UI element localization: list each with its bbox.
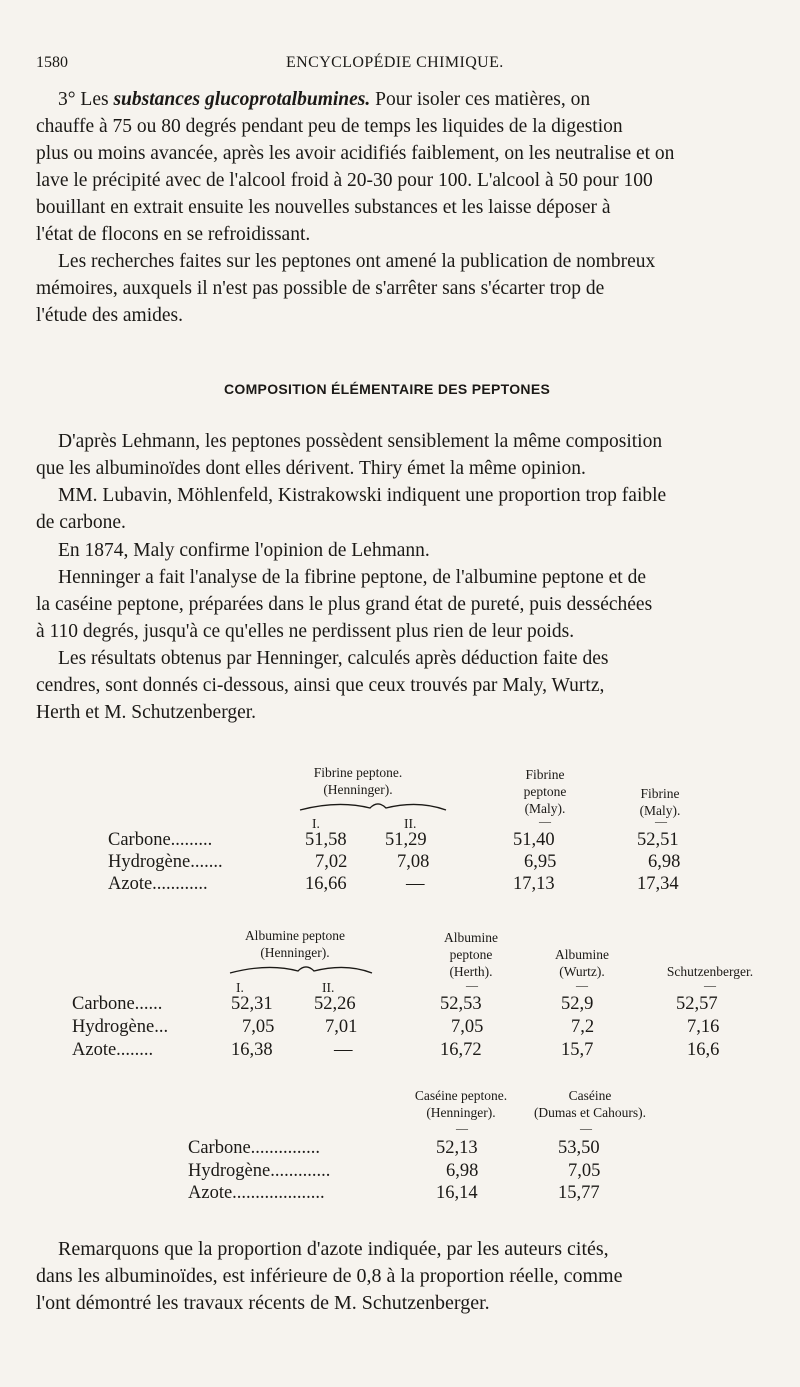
table-cell: 16,38 [231,1040,273,1060]
paragraph-line: Henninger a fait l'analyse de la fibrine peptone, de l'albumine peptone et de [58,567,647,588]
table-cell: 7,02 [315,852,348,872]
table-subheader: II. [322,980,335,995]
rule-dash: — [456,1121,468,1135]
table-cell: 51,29 [385,830,427,850]
table-cell: 6,98 [648,852,681,872]
table-header: Albumine peptone (Herth). [444,930,498,979]
row-label: Carbone............... [188,1138,321,1158]
table-cell: 7,2 [571,1017,595,1037]
table-subheader: I. [236,980,244,995]
paragraph-maly [36,537,762,564]
rule-dash: — [704,978,716,992]
table-cell: 17,13 [513,874,555,894]
paragraph-line: D'après Lehmann, les peptones possèdent sensiblement la même composition [58,431,663,452]
paragraph-line: l'étude des amides. [36,305,184,326]
paragraph-line: de carbone. [36,512,126,533]
paragraph-henninger [36,564,762,645]
table-subheader: I. [312,816,320,831]
paragraph-line: Les recherches faites sur les peptones ont amené la publication de nombreux [58,251,656,272]
paragraph-lehmann [36,428,762,482]
paragraph-lubavin [36,482,762,536]
paragraph-recherches [36,248,762,329]
brace-icon [228,961,374,975]
table-cell: 17,34 [637,874,679,894]
section-heading: COMPOSITION ÉLÉMENTAIRE DES PEPTONES [224,381,551,397]
table-cell: 7,05 [451,1017,484,1037]
paragraph-line: cendres, sont donnés ci-dessous, ainsi que ceux trouvés par Maly, Wurtz, [36,675,605,696]
table-cell: 7,16 [687,1017,720,1037]
table-cell: 52,53 [440,994,482,1014]
running-header-title: ENCYCLOPÉDIE CHIMIQUE. [286,54,504,71]
table-header: Albumine peptone (Henninger). [244,928,346,960]
table-cell: 51,58 [305,830,347,850]
page-number: 1580 [36,54,68,71]
table-cell: 7,01 [325,1017,358,1037]
table-cell: 16,72 [440,1040,482,1060]
paragraph-line: Les résultats obtenus par Henninger, calculés après déduction faite des [58,648,609,669]
paragraph-line: l'ont démontré les travaux récents de M. Schutzenberger. [36,1292,490,1314]
brace-icon [298,798,448,812]
table-header: Caséine peptone. (Henninger). [414,1088,508,1120]
table-cell: 52,9 [561,994,594,1014]
table-cell: 52,31 [231,994,273,1014]
paragraph-line: à 110 degrés, jusqu'à ce qu'elles ne perdissent plus rien de leur poids. [36,621,575,642]
table-cell: 16,66 [305,874,347,894]
paragraph-line: dans les albuminoïdes, est inférieure de 0,8 à la proportion réelle, comme [36,1265,623,1287]
paragraph-line: 3° Les substances glucoprotalbumines. Pour isoler ces matières, on [58,89,591,110]
table-cell: 51,40 [513,830,555,850]
paragraph-line: lave le précipité avec de l'alcool froid à 20-30 pour 100. L'alcool à 50 pour 100 [36,170,653,191]
table-subheader: II. [404,816,417,831]
row-label: Hydrogène............. [188,1161,331,1181]
paragraph-line: Herth et M. Schutzenberger. [36,702,257,723]
row-label: Carbone...... [72,994,163,1014]
table-cell: 52,26 [314,994,356,1014]
table-cell: — [406,874,425,894]
paragraph-line: MM. Lubavin, Möhlenfeld, Kistrakowski indiquent une proportion trop faible [58,485,667,506]
table-header: Albumine (Wurtz). [555,947,609,979]
rule-dash: — [576,978,588,992]
rule-dash: — [580,1121,592,1135]
table-cell: 52,51 [637,830,679,850]
paragraph-resultats [36,645,762,726]
paragraph-line: Remarquons que la proportion d'azote indiquée, par les auteurs cités, [58,1238,609,1260]
row-label: Azote........ [72,1040,154,1060]
table-cell: 52,13 [436,1138,478,1158]
rule-dash: — [539,814,551,828]
table-header: Fibrine peptone (Maly). [523,767,567,816]
table-cell: 15,7 [561,1040,594,1060]
table-cell: 15,77 [558,1183,600,1203]
table-header: Fibrine peptone. (Henninger). [313,765,403,797]
table-cell: 6,98 [446,1161,479,1181]
table-cell: 7,08 [397,852,430,872]
paragraph-line: plus ou moins avancée, après les avoir acidifiés faiblement, on les neutralise et on [36,143,675,164]
paragraph-line: l'état de flocons en se refroidissant. [36,224,311,245]
paragraph-line: En 1874, Maly confirme l'opinion de Lehmann. [58,540,430,561]
table-cell: — [334,1040,353,1060]
paragraph-line: bouillant en extrait ensuite les nouvelles substances et les laisse déposer à [36,197,611,218]
paragraph-line: que les albuminoïdes dont elles dérivent. Thiry émet la même opinion. [36,458,586,479]
table-cell: 7,05 [568,1161,601,1181]
paragraph-line: chauffe à 75 ou 80 degrés pendant peu de temps les liquides de la digestion [36,116,623,137]
row-label: Carbone......... [108,830,213,850]
table-cell: 16,6 [687,1040,720,1060]
paragraph-conclusion [36,1236,762,1317]
row-label: Hydrogène....... [108,852,223,872]
rule-dash: — [655,814,667,828]
table-cell: 16,14 [436,1183,478,1203]
row-label: Azote............ [108,874,208,894]
table-header: Fibrine (Maly). [639,786,681,818]
row-label: Hydrogène... [72,1017,169,1037]
paragraph-line: la caséine peptone, préparées dans le plus grand état de pureté, puis desséchées [36,594,653,615]
table-cell: 7,05 [242,1017,275,1037]
table-cell: 52,57 [676,994,718,1014]
table-header: Caséine (Dumas et Cahours). [533,1088,647,1120]
table-header: Schutzenberger. [666,964,754,979]
row-label: Azote.................... [188,1183,325,1203]
emphasis-term: substances glucoprotalbumines. [113,89,371,110]
paragraph-line: mémoires, auxquels il n'est pas possible de s'arrêter sans s'écarter trop de [36,278,605,299]
rule-dash: — [466,978,478,992]
paragraph-glucoprotalbumines [36,86,762,248]
table-cell: 53,50 [558,1138,600,1158]
table-cell: 6,95 [524,852,557,872]
